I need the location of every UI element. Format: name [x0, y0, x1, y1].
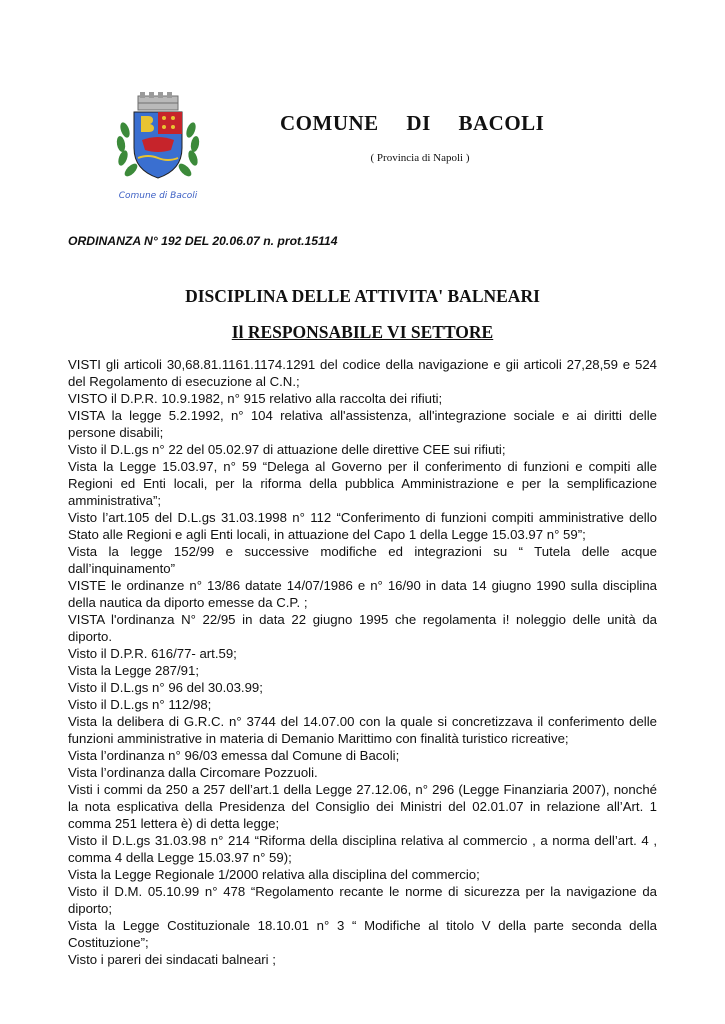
body-paragraph: VISTO il D.P.R. 10.9.1982, n° 915 relativo alla raccolta dei rifiuti; — [68, 391, 443, 406]
body-paragraph: Visto l’art.105 del D.L.gs 31.03.1998 n° 112 “Conferimento di funzioni compiti amministrative dello Stato alle Regioni e agli Enti locali, in attuazione del Capo 1 della Legge 15.03.97 n° 59”; — [68, 510, 657, 542]
crest-caption: Comune di Bacoli — [118, 191, 198, 201]
body-paragraph: Vista la Legge Costituzionale 18.10.01 n° 3 “ Modifiche al titolo V della parte seconda della Costituzione”; — [68, 918, 657, 950]
document-header — [0, 0, 725, 215]
body-paragraph: VISTI gli articoli 30,68.81.1161.1174.1291 del codice della navigazione e gii articoli 27,28,59 e 524 del Regolamento di esecuzione al C.N.; — [68, 357, 657, 389]
body-paragraph: VISTA la legge 5.2.1992, n° 104 relativa all'assistenza, all'integrazione sociale e ai diritti delle persone disabili; — [68, 408, 657, 440]
body-paragraph: Visto il D.M. 05.10.99 n° 478 “Regolamento recante le norme di sicurezza per la navigazione da diporto; — [68, 884, 657, 916]
document-subheading: Il RESPONSABILE VI SETTORE — [231, 322, 494, 342]
crown-icon — [138, 92, 178, 110]
body-paragraph: VISTE le ordinanze n° 13/86 datate 14/07/1986 e n° 16/90 in data 14 giugno 1990 sulla disciplina della nautica da diporto emesse da C.P. ; — [68, 578, 657, 610]
comune-crest-logo — [111, 90, 205, 205]
body-paragraph: Vista l’ordinanza dalla Circomare Pozzuoli. — [68, 765, 318, 780]
body-paragraph: Visto il D.P.R. 616/77- art.59; — [68, 646, 237, 661]
body-paragraph: Vista la Legge 287/91; — [68, 663, 200, 678]
body-paragraph: Visto il D.L.gs n° 96 del 30.03.99; — [68, 680, 263, 695]
municipality-title: COMUNE DI BACOLI — [280, 111, 545, 135]
body-paragraph: Visto il D.L.gs 31.03.98 n° 214 “Riforma della disciplina relativa al commercio , a norma dell’art. 4 , comma 4 della Legge 15.03.97 n° 59); — [68, 833, 657, 865]
body-paragraph: Visto i pareri dei sindacati balneari ; — [68, 952, 276, 967]
shield-icon — [134, 112, 182, 178]
ordinance-reference: ORDINANZA N° 192 DEL 20.06.07 n. prot.15114 — [68, 234, 338, 248]
body-paragraph: VISTA l'ordinanza N° 22/95 in data 22 giugno 1995 che regolamenta i! noleggio delle unità da diporto. — [68, 612, 657, 644]
document-body — [68, 356, 657, 968]
body-paragraph: Visto il D.L.gs n° 22 del 05.02.97 di attuazione delle direttive CEE sui rifiuti; — [68, 442, 506, 457]
body-paragraph: Vista la delibera di G.R.C. n° 3744 del 14.07.00 con la quale si concretizzava il conferimento delle funzioni amministrative in materia di Demanio Marittimo con finalità turistico ricreative; — [68, 714, 657, 746]
body-paragraph: Vista la Legge 15.03.97, n° 59 “Delega al Governo per il conferimento di funzioni e compiti alle Regioni ed Enti locali, per la riforma della pubblica Amministrazione e per la semplificazione amministrativa”; — [68, 459, 657, 508]
body-paragraph: Vista la legge 152/99 e successive modifiche ed integrazioni su “ Tutela delle acque dall’inquinamento” — [68, 544, 657, 576]
body-paragraph: Visto il D.L.gs n° 112/98; — [68, 697, 212, 712]
document-heading: DISCIPLINA DELLE ATTIVITA' BALNEARI — [185, 286, 540, 306]
body-paragraph: Vista la Legge Regionale 1/2000 relativa alla disciplina del commercio; — [68, 867, 480, 882]
province-subtitle: ( Provincia di Napoli ) — [370, 152, 470, 164]
body-paragraph: Visti i commi da 250 a 257 dell’art.1 della Legge 27.12.06, n° 296 (Legge Finanziaria 2007), nonché la nota esplicativa della Presidenza del Consiglio dei Ministri del 02.01.07 in relazione all’Art. 1 comma 251 lettera è) di detta legge; — [68, 782, 657, 831]
body-paragraph: Vista l’ordinanza n° 96/03 emessa dal Comune di Bacoli; — [68, 748, 400, 763]
